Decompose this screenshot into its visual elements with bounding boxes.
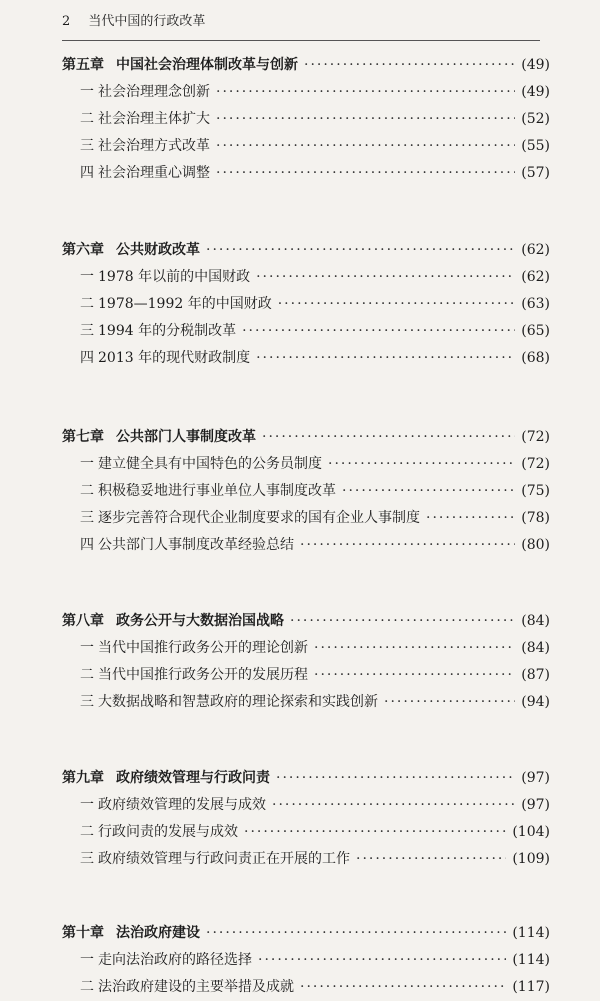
section-entry [62, 106, 550, 133]
chapter-number: 第十章 [62, 925, 104, 941]
section-number: 二 [80, 483, 94, 499]
chapter-heading [62, 920, 550, 947]
section-entry [62, 635, 550, 662]
section-entry [62, 318, 550, 345]
section-entry [62, 947, 550, 974]
section-entry [62, 79, 550, 106]
dot-leader [356, 846, 506, 873]
section-title: 政府绩效管理与行政问责正在开展的工作 [98, 851, 350, 867]
section-entry [62, 792, 550, 819]
chapter-heading [62, 765, 550, 792]
chapter-page: (62) [521, 242, 550, 258]
dot-leader [206, 920, 506, 947]
section-entry [62, 689, 550, 716]
dot-leader [314, 662, 515, 689]
chapter-7 [62, 424, 550, 559]
chapter-title: 政府绩效管理与行政问责 [116, 770, 270, 786]
section-page: (57) [521, 165, 550, 181]
section-number: 一 [80, 797, 94, 813]
section-page: (104) [512, 824, 550, 840]
section-title: 建立健全具有中国特色的公务员制度 [98, 456, 322, 472]
dot-leader [278, 291, 516, 318]
chapter-page: (114) [512, 925, 550, 941]
chapter-page: (84) [521, 613, 550, 629]
chapter-page: (49) [521, 57, 550, 73]
section-page: (52) [521, 111, 550, 127]
section-title: 1994 年的分税制改革 [98, 323, 237, 339]
dot-leader [328, 451, 515, 478]
dot-leader [314, 635, 515, 662]
section-entry [62, 505, 550, 532]
section-entry [62, 133, 550, 160]
section-page: (49) [521, 84, 550, 100]
section-title: 社会治理重心调整 [98, 165, 210, 181]
chapter-number: 第五章 [62, 57, 104, 73]
section-number: 一 [80, 456, 94, 472]
chapter-9 [62, 765, 550, 873]
section-number: 一 [80, 84, 94, 100]
section-title: 积极稳妥地进行事业单位人事制度改革 [98, 483, 336, 499]
dot-leader [272, 792, 515, 819]
section-title: 社会治理主体扩大 [98, 111, 210, 127]
dot-leader [216, 133, 515, 160]
dot-leader [216, 79, 515, 106]
section-page: (94) [521, 694, 550, 710]
chapter-number: 第六章 [62, 242, 104, 258]
chapter-8 [62, 608, 550, 716]
section-page: (55) [521, 138, 550, 154]
section-number: 一 [80, 952, 94, 968]
section-number: 二 [80, 979, 94, 995]
section-title: 社会治理方式改革 [98, 138, 210, 154]
section-title: 2013 年的现代财政制度 [98, 350, 251, 366]
section-page: (75) [521, 483, 550, 499]
dot-leader [276, 765, 515, 792]
section-number: 二 [80, 667, 94, 683]
section-page: (114) [512, 952, 550, 968]
section-number: 三 [80, 323, 94, 339]
section-page: (84) [521, 640, 550, 656]
dot-leader [216, 160, 515, 187]
dot-leader [300, 532, 515, 559]
section-entry [62, 819, 550, 846]
section-page: (65) [521, 323, 550, 339]
section-entry [62, 532, 550, 559]
chapter-heading [62, 424, 550, 451]
section-page: (68) [521, 350, 550, 366]
section-number: 四 [80, 350, 94, 366]
section-entry [62, 345, 550, 372]
dot-leader [304, 52, 515, 79]
dot-leader [426, 505, 515, 532]
chapter-heading [62, 608, 550, 635]
section-entry [62, 662, 550, 689]
dot-leader [242, 318, 515, 345]
section-title: 走向法治政府的路径选择 [98, 952, 252, 968]
section-number: 二 [80, 296, 94, 312]
section-page: (72) [521, 456, 550, 472]
section-number: 一 [80, 269, 94, 285]
chapter-10 [62, 920, 550, 1001]
chapter-number: 第九章 [62, 770, 104, 786]
chapter-number: 第八章 [62, 613, 104, 629]
section-title: 大数据战略和智慧政府的理论探索和实践创新 [98, 694, 378, 710]
dot-leader [216, 106, 515, 133]
section-title: 1978 年以前的中国财政 [98, 269, 251, 285]
chapter-title: 中国社会治理体制改革与创新 [116, 57, 298, 73]
section-page: (62) [521, 269, 550, 285]
chapter-title: 公共部门人事制度改革 [116, 429, 256, 445]
dot-leader [342, 478, 515, 505]
section-page: (87) [521, 667, 550, 683]
section-page: (80) [521, 537, 550, 553]
section-number: 四 [80, 165, 94, 181]
section-title: 1978—1992 年的中国财政 [98, 296, 272, 312]
section-title: 社会治理理念创新 [98, 84, 210, 100]
chapter-heading [62, 52, 550, 79]
section-entry [62, 846, 550, 873]
dot-leader [256, 264, 515, 291]
section-page: (97) [521, 797, 550, 813]
section-number: 三 [80, 694, 94, 710]
section-entry [62, 291, 550, 318]
section-entry [62, 264, 550, 291]
section-number: 二 [80, 111, 94, 127]
dot-leader [262, 424, 515, 451]
table-of-contents [62, 52, 550, 1001]
dot-leader [206, 237, 515, 264]
section-entry [62, 451, 550, 478]
dot-leader [300, 974, 506, 1001]
dot-leader [244, 819, 506, 846]
section-title: 法治政府建设的主要举措及成就 [98, 979, 294, 995]
chapter-number: 第七章 [62, 429, 104, 445]
section-page: (109) [512, 851, 550, 867]
section-title: 公共部门人事制度改革经验总结 [98, 537, 294, 553]
header-page-number: 2 [62, 14, 71, 29]
section-number: 二 [80, 824, 94, 840]
section-number: 三 [80, 138, 94, 154]
section-title: 政府绩效管理的发展与成效 [98, 797, 266, 813]
section-title: 当代中国推行政务公开的发展历程 [98, 667, 308, 683]
dot-leader [258, 947, 506, 974]
section-title: 逐步完善符合现代企业制度要求的国有企业人事制度 [98, 510, 420, 526]
chapter-6 [62, 237, 550, 372]
running-header [62, 8, 540, 41]
section-entry [62, 478, 550, 505]
header-book-title: 当代中国的行政改革 [88, 14, 206, 29]
section-number: 四 [80, 537, 94, 553]
chapter-title: 公共财政改革 [116, 242, 200, 258]
section-title: 行政问责的发展与成效 [98, 824, 238, 840]
section-title: 当代中国推行政务公开的理论创新 [98, 640, 308, 656]
dot-leader [290, 608, 515, 635]
section-number: 三 [80, 510, 94, 526]
chapter-5 [62, 52, 550, 187]
section-page: (117) [512, 979, 550, 995]
chapter-title: 政务公开与大数据治国战略 [116, 613, 284, 629]
section-page: (78) [521, 510, 550, 526]
dot-leader [384, 689, 515, 716]
chapter-page: (97) [521, 770, 550, 786]
section-page: (63) [521, 296, 550, 312]
section-number: 三 [80, 851, 94, 867]
dot-leader [256, 345, 515, 372]
section-number: 一 [80, 640, 94, 656]
section-entry [62, 974, 550, 1001]
chapter-title: 法治政府建设 [116, 925, 200, 941]
chapter-page: (72) [521, 429, 550, 445]
section-entry [62, 160, 550, 187]
chapter-heading [62, 237, 550, 264]
